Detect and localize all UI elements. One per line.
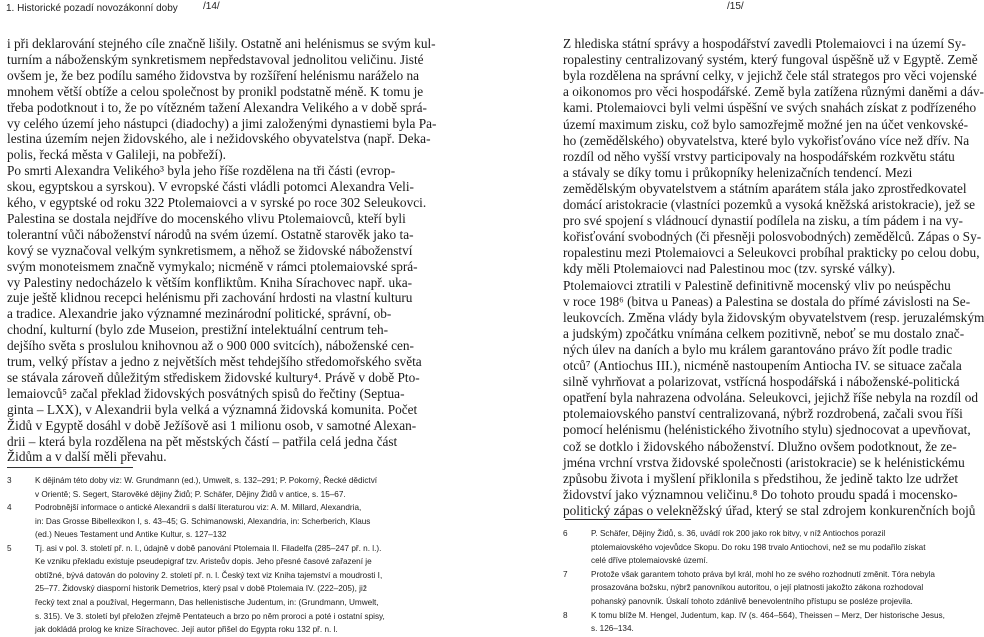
footnote-line: s. 126–134. bbox=[591, 624, 634, 634]
text-line: kého, v egyptské od roku 322 Ptolemaiovci a v syrské po roce 302 Seleukovci. bbox=[7, 195, 427, 210]
text-line: Palestina se dostala nejdříve do mocenského vlivu Ptolemaiovců, kteří byli bbox=[7, 210, 406, 226]
footnote-line: K tomu blíže M. Hengel, Judentum, kap. IV (s. 464–564), Theissen – Merz, Der historische Jesus, bbox=[591, 610, 945, 620]
footnote-line: celé dříve ptolemaiovské území. bbox=[591, 556, 708, 566]
text-line: leukovcích. Změna vlády byla židovským obyvatelstvem (resp. jeruzalémským bbox=[563, 309, 984, 325]
text-line: zuje ještě klidnou recepci helénismu při zachování hrdosti na vlastní kulturu bbox=[7, 290, 413, 306]
footnote-line: s. 315). Ve 3. století byl přeložen zřejmě Pentateuch a brzo po něm proroci a poté i ostatní spisy, bbox=[35, 611, 385, 621]
text-line: ropalestinu mezi Ptolemaiovci a Seleukovci probíhal prakticky po celou dobu, bbox=[563, 245, 980, 261]
footnote-number: 4 bbox=[7, 503, 12, 513]
text-line: Židům a v další měli převahu. bbox=[7, 449, 167, 465]
footnote-line: pohanský panovník. Úskalí tohoto zdánlivě benevolentního přístupu se posléze projevila. bbox=[591, 597, 913, 606]
footnote-line: v Orientě; S. Segert, Starověké dějiny Židů; P. Schäfer, Dějiny Židů v antice, s. 15–67. bbox=[35, 489, 346, 499]
text-line: což se dotklo i židovského náboženství. Dlužno ovšem podotknout, že ze- bbox=[563, 438, 957, 454]
text-line: domácí aristokracie (vlastníci pozemků a vysoká kněžská aristokracie), jež se bbox=[563, 197, 976, 212]
text-line: mnohem větší obtíže a celou společnost by pronikl podstatně méně. K tomu je bbox=[7, 83, 424, 99]
text-line: ginta – LXX), v Alexandrii byla velká a významná židovská komunita. Počet bbox=[7, 401, 418, 417]
footnote-number: 7 bbox=[563, 569, 568, 579]
text-line: třeba podotknout i to, že po vítězném tažení Alexandra Velikého a v době sprá- bbox=[7, 99, 427, 115]
text-line: rozdíl od něho vyšší vrstvy participovaly na hospodářském rozkvětu státu bbox=[563, 148, 955, 164]
footnote-line: obtížné, bývá datován do poloviny 2. století př. n. l. Český text viz Kniha tajemství a moudrosti I, bbox=[35, 570, 383, 580]
footnote-line: prosazována božsku, nýbrž panovníkou autoritou, o její platnosti jakožto zákona rozhodoval bbox=[591, 583, 924, 593]
text-line: a oikonomos pro věci hospodářské. Země byla zatížena různými daněmi a dáv- bbox=[563, 84, 984, 100]
running-head-chapter: 1. Historické pozadí novozákonní doby bbox=[6, 3, 178, 14]
text-line: kový se vyznačoval velkým synkretismem, a něhož se židovské náboženství bbox=[7, 242, 413, 258]
text-line: ho (zemědělského) obyvatelstva, které bylo vykořisťováno více než dřív. Na bbox=[563, 132, 970, 148]
text-line: lemaiovců⁵ začal překlad židovských posvátných spisů do řečtiny (Septua- bbox=[7, 385, 405, 401]
text-line: Židů v Egyptě dosáhl v době Ježíšově asi 1 milionu osob, v samotné Alexan- bbox=[7, 417, 417, 433]
text-line: kami. Ptolemaiovci byli velmi úspěšní ve svých snahách získat z podřízeného bbox=[563, 100, 977, 116]
text-line: silně vyhrňovat a polarizovat, vstřícná hospodářská i náboženské-politická bbox=[563, 374, 960, 390]
text-line: byla rozdělena na správní celky, v jejichž čele stál strategos pro věci vojenské bbox=[563, 68, 977, 84]
text-line: způsobu života i myšlení přiklonila s předstihou, že jedině takto lze udržet bbox=[563, 470, 959, 486]
text-line: se stávala zároveň důležitým střediskem židovské kultury⁴. Právě v době Pto- bbox=[7, 369, 420, 385]
text-line: a stávaly se díky tomu i průkopníky helenizačních tendencí. Mezi bbox=[563, 164, 913, 180]
text-line: chodní, kulturní (bylo zde Museion, prestižní intelektuální centrum teh- bbox=[7, 322, 389, 338]
text-line: pomocí helénismu (helénistického životního stylu) sjednocovat a upevňovat, bbox=[563, 422, 971, 438]
text-line: kdy měli Ptolemaiovci nad Palestinou moc (tzv. syrské války). bbox=[563, 261, 896, 277]
right-footnote-rule bbox=[565, 519, 691, 520]
text-line: turním a náboženským synkretismem nepředstavoval jednolitou veličinu. Jisté bbox=[7, 51, 424, 67]
text-line: v roce 198⁶ (bitva u Paneas) a Palestina se dostala do přímé závislosti na Se- bbox=[563, 293, 971, 309]
text-line: kořisťování svobodných (či přesněji polosvobodných) zemědělců. Zápas o Sy- bbox=[563, 229, 982, 245]
text-line: jména vrchní vrstva židovské společnosti (aristokracie) se k helénistickému bbox=[563, 454, 965, 470]
page-number-left: /14/ bbox=[203, 1, 220, 12]
text-line: Z hlediska státní správy a hospodářství zavedli Ptolemaiovci i na území Sy- bbox=[563, 36, 966, 51]
text-line: pro své spojení s vládnoucí dynastií podílela na zisku, a tím pádem i na vy- bbox=[563, 213, 963, 229]
footnote-line: Ke vzniku překladu existuje pseudepigraf tzv. Aristeův dopis. Jeho přesné časové zařazení je bbox=[35, 557, 372, 567]
text-line: a tradice. Alexandrie jako významné mezinárodní politické, správní, ob- bbox=[7, 306, 392, 322]
footnote-line: řecký text znal a používal, Hegermann, Das hellenistische Judentum, in: (Grundmann, Umwelt, bbox=[35, 597, 379, 607]
text-line: Ptolemaiovci ztratili v Palestině definitivně mocenský vliv po neúspěchu bbox=[563, 277, 951, 293]
footnote-line: jak dokládá prolog ke knize Sírachovec. Její autor přišel do Egypta roku 132 př. n. l. bbox=[35, 625, 338, 635]
footnote-number: 5 bbox=[7, 543, 12, 553]
footnote-line: K dějinám této doby viz: W. Grundmann (ed.), Umwelt, s. 132–291; P. Pokorný, Řecké dědictví bbox=[35, 476, 378, 485]
text-line: Po smrti Alexandra Velikého³ byla jeho říše rozdělena na tři části (evrop- bbox=[7, 163, 396, 179]
text-line: vy celého území jeho nástupci (diadochy) a jimi založenými dynastiemi byla Pa- bbox=[7, 115, 437, 131]
footnote-number: 3 bbox=[7, 476, 12, 485]
text-line: území maximum zisku, což bylo samozřejmě možné jen na účet venkovské- bbox=[563, 116, 969, 132]
footnote-line: (ed.) Neues Testament und Antike Kultur, s. 127–132 bbox=[35, 530, 227, 540]
footnote-line: Protože však garantem tohoto práva byl král, mohl ho ze svého rozhodnutí změnit. Tóra nebyla bbox=[591, 569, 935, 579]
left-footnote-rule bbox=[7, 467, 133, 468]
text-line: a judským) zpočátku vnímána celkem pozitivně, neboť se mu dostalo znač- bbox=[563, 325, 965, 341]
text-line: politický zápas o velekněžský úřad, který se stal zdrojem konkurenčních bojů bbox=[563, 502, 976, 518]
footnote-line: P. Schäfer, Dějiny Židů, s. 36, uvádí rok 200 jako rok bitvy, v níž Antiochos porazil bbox=[591, 529, 886, 538]
text-line: skou, egyptskou a syrskou). V evropské části vládli potomci Alexandra Veli- bbox=[7, 179, 414, 195]
footnote-line: 25–77. Židovský diasporní historik Demetrios, který psal v době Ptolemaia IV. (222–205), již bbox=[35, 584, 367, 594]
text-line: i při deklarování stejného cíle značně lišily. Ostatně ani helénismus se svým kul- bbox=[7, 36, 436, 51]
page-number-right: /15/ bbox=[727, 1, 744, 12]
footnote-number: 8 bbox=[563, 610, 568, 620]
text-line: ných úlev na daních a bylo mu králem garantováno právo žít podle tradic bbox=[563, 341, 953, 357]
text-line: tolerantní vůči náboženství národů na svém území. Ostatně starověk jako ta- bbox=[7, 226, 414, 242]
text-line: opatření byla nahrazena odvolána. Seleukovci, jejichž říše nebyla na rozdíl od bbox=[563, 390, 978, 406]
text-line: ovšem je, že bez podílu samého židovstva by rozšíření helénismu naráželo na bbox=[7, 67, 420, 83]
footnote-line: in: Das Grosse Bibellexikon I, s. 43–45; G. Schimanowski, Alexandria, in: Scherberich, Klaus bbox=[35, 516, 371, 526]
text-line: svým monoteismem značně vymykalo; nicméně v rámci ptolemaiovské sprá- bbox=[7, 258, 418, 274]
text-line: polis, řecká města v Galileji, na pobřeží). bbox=[7, 147, 226, 163]
text-line: ropalestiny centralizovaný systém, který fungoval úspěšně už v Egyptě. Země bbox=[563, 52, 978, 68]
text-line: trum, velký přístav a jedno z největších měst tehdejšího středomořského světa bbox=[7, 354, 422, 369]
footnote-line: Tj. asi v pol. 3. století př. n. l., údajně v době panování Ptolemaia II. Filadelfa (285–247 př. n. l.). bbox=[35, 543, 382, 553]
footnote-line: Podrobnější informace o antické Alexandrii s další literaturou viz: A. M. Millard, Alexandria, bbox=[35, 503, 362, 513]
footnote-number: 6 bbox=[563, 529, 568, 538]
footnote-line: ptolemaiovského vojevůdce Skopu. Do roku 198 trvalo Antiochovi, než se mu podařilo získat bbox=[591, 542, 926, 552]
text-line: otců⁷ (Antiochus III.), nicméně nastoupením Antiocha IV. se situace začala bbox=[563, 358, 962, 373]
text-line: zemědělským obyvatelstvem a státním aparátem stála jako zprostředkovatel bbox=[563, 180, 967, 196]
text-line: vy Palestiny nedocházelo k větším konfliktům. Kniha Sírachovec např. uka- bbox=[7, 274, 413, 290]
text-line: dejšího světa s proslulou knihovnou až o 900 000 svitcích), náboženské cen- bbox=[7, 338, 414, 354]
text-line: lestina územím nejen židovského, ale i nežidovského obyvatelstva (např. Deka- bbox=[7, 131, 431, 147]
text-line: drii – která byla rozdělena na pět městských částí – patřila celá jedna část bbox=[7, 433, 398, 449]
text-line: židovství jako významnou veličinu.⁸ Do tohoto proudu spadá i mocensko- bbox=[563, 486, 958, 502]
text-line: ptolemaiovského panství centralizovaná, nýbrž rozdrobená, začali svou říši bbox=[563, 406, 963, 422]
